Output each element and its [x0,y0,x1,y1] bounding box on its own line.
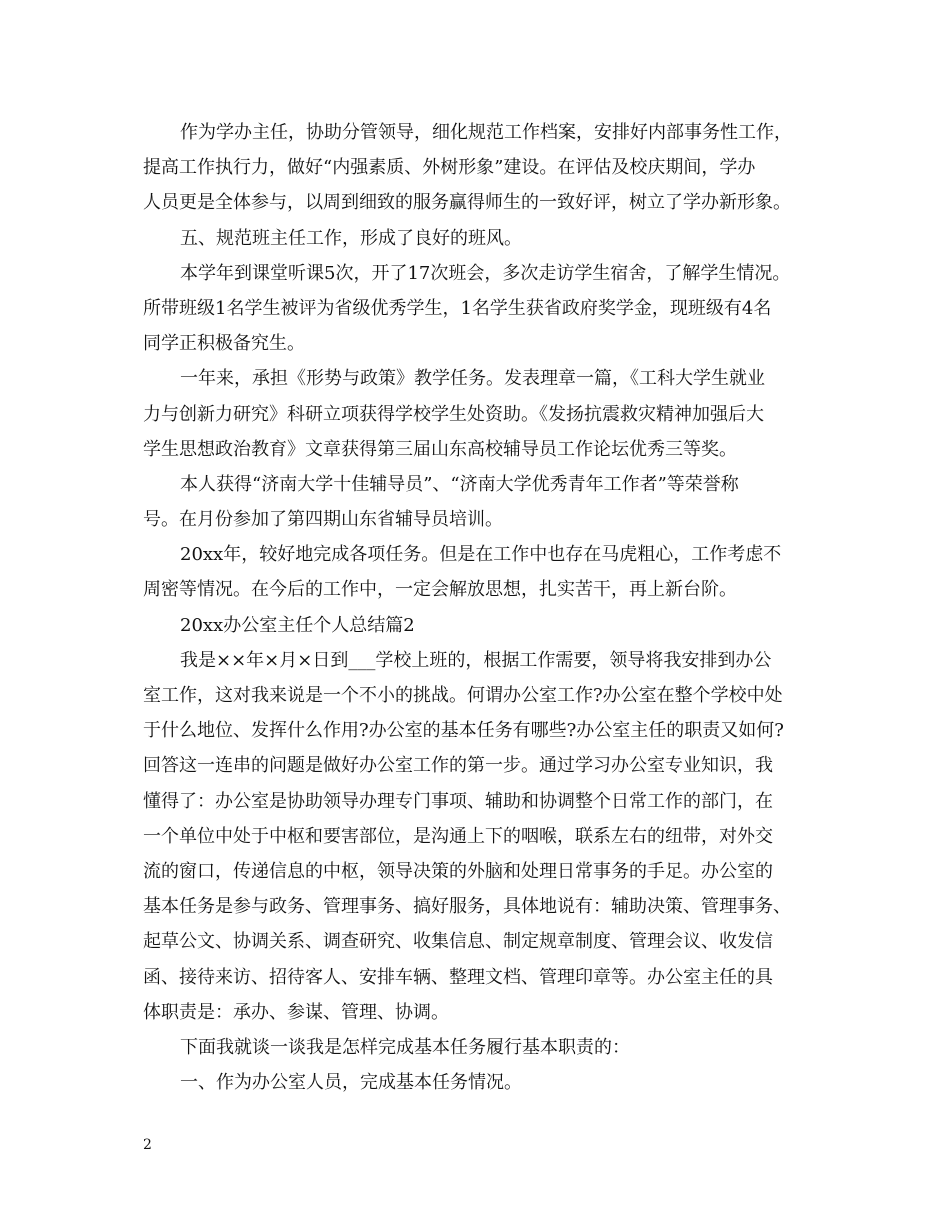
text-line: 起草公文、协调关系、调查研究、收集信息、制定规章制度、管理会议、收发信 [143,931,773,953]
text-line: 室工作，这对我来说是一个不小的挑战。何谓办公室工作?办公室在整个学校中处 [143,685,783,706]
text-line: 我是××年×月×日到___学校上班的，根据工作需要，领导将我安排到办公 [180,649,772,671]
section-heading: 五、规范班主任工作，形成了良好的班风。 [180,227,522,249]
text-line: 本人获得“济南大学十佳辅导员”、“济南大学优秀青年工作者”等荣誉称 [180,473,739,495]
text-line: 20xx年，较好地完成各项任务。但是在工作中也存在马虎粗心，工作考虑不 [180,544,782,566]
text-line: 下面我就谈一谈我是怎样完成基本任务履行基本职责的： [180,1036,630,1058]
text-line: 人员更是全体参与，以周到细致的服务赢得师生的一致好评，树立了学办新形象。 [143,192,791,214]
text-line: 懂得了：办公室是协助领导办理专门事项、辅助和协调整个日常工作的部门，在 [143,790,773,812]
text-line: 函、接待来访、招待客人、安排车辆、整理文档、管理印章等。办公室主任的具 [143,966,773,988]
text-line: 力与创新力研究》科研立项获得学校学生处资助。《发扬抗震救灾精神加强后大 [143,403,764,425]
document-body [143,115,811,1100]
text-line: 所带班级1名学生被评为省级优秀学生，1名学生获省政府奖学金，现班级有4名 [143,297,772,319]
text-line: 一年来，承担《形势与政策》教学任务。发表理章一篇，《工科大学生就业 [180,368,765,390]
page-number: 2 [143,1137,152,1153]
text-line: 于什么地位、发挥什么作用?办公室的基本任务有哪些?办公室主任的职责又如何? [143,720,784,742]
text-line: 学生思想政治教育》文章获得第三届山东高校辅导员工作论坛优秀三等奖。 [143,438,737,460]
section-title: 20xx办公室主任个人总结篇2 [180,614,415,636]
text-line: 同学正积极备究生。 [143,333,305,355]
text-line: 基本任务是参与政务、管理事务、搞好服务，具体地说有：辅助决策、管理事务、 [143,896,791,918]
text-line: 周密等情况。在今后的工作中，一定会解放思想，扎实苦干，再上新台阶。 [143,579,737,601]
text-line: 回答这一连串的问题是做好办公室工作的第一步。通过学习办公室专业知识，我 [143,755,773,777]
text-line: 体职责是：承办、参谋、管理、协调。 [143,1001,449,1023]
text-line: 作为学办主任，协助分管领导，细化规范工作档案，安排好内部事务性工作， [180,122,792,143]
text-line: 号。在月份参加了第四期山东省辅导员培训。 [143,509,503,531]
text-line: 流的窗口，传递信息的中枢，领导决策的外脑和处理日常事务的手足。办公室的 [143,860,773,882]
section-heading: 一、作为办公室人员，完成基本任务情况。 [180,1072,522,1094]
text-line: 提高工作执行力，做好“内强素质、外树形象”建设。在评估及校庆期间，学办 [143,157,756,179]
text-line: 一个单位中处于中枢和要害部位，是沟通上下的咽喉，联系左右的纽带，对外交 [143,825,773,847]
text-line: 本学年到课堂听课5次，开了17次班会，多次走访学生宿舍，了解学生情况。 [180,262,791,284]
